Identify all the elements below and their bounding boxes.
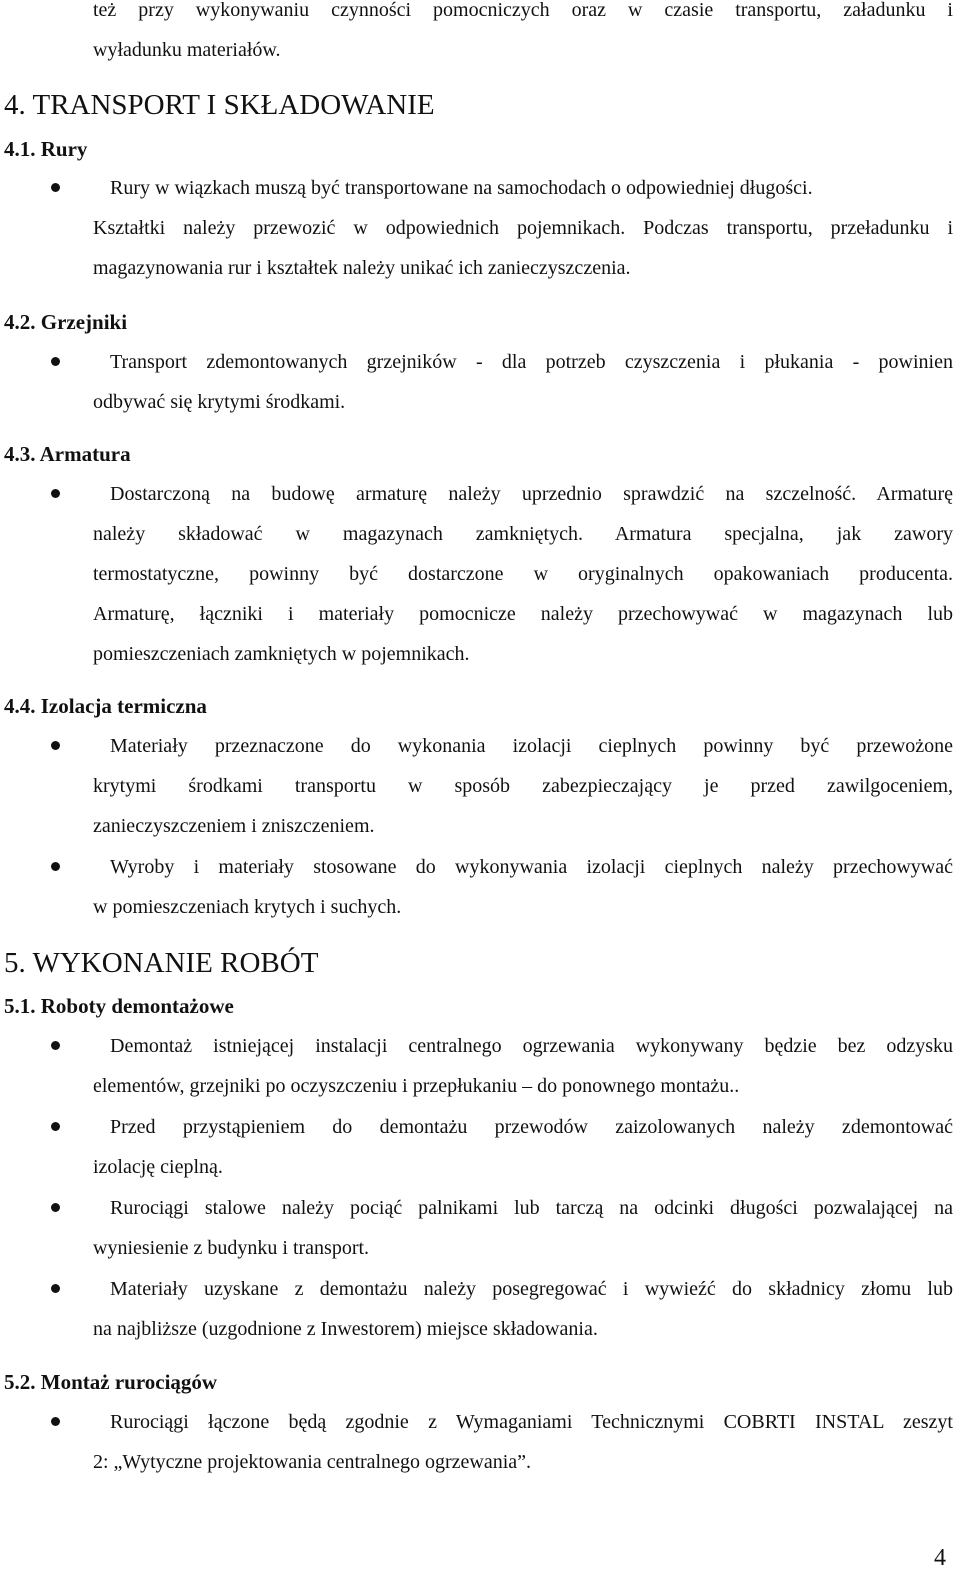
paragraph-line: Armaturę, łączniki i materiały pomocnicze należy przechowywać w magazynach lub: [93, 603, 953, 625]
paragraph-line: w pomieszczeniach krytych i suchych.: [93, 896, 402, 918]
paragraph-line: Demontaż istniejącej instalacji centralnego ogrzewania wykonywany będzie bez odzysku: [110, 1035, 953, 1057]
paragraph-line: 2: „Wytyczne projektowania centralnego ogrzewania”.: [93, 1451, 532, 1473]
paragraph-line: Rurociągi łączone będą zgodnie z Wymaganiami Technicznymi COBRTI INSTAL zeszyt: [110, 1411, 953, 1433]
bullet-icon: [51, 183, 60, 192]
subsection-heading: 4.1. Rury: [4, 137, 88, 161]
bullet-icon: [51, 357, 60, 366]
paragraph-line: Transport zdemontowanych grzejników - dla potrzeb czyszczenia i płukania - powinien: [110, 351, 953, 373]
paragraph-line: izolację cieplną.: [93, 1156, 223, 1178]
paragraph-line: Rurociągi stalowe należy pociąć palnikami lub tarczą na odcinki długości pozwalającej na: [110, 1197, 953, 1219]
paragraph-line: wyniesienie z budynku i transport.: [93, 1237, 370, 1259]
paragraph-line: zanieczyszczeniem i zniszczeniem.: [93, 815, 375, 837]
paragraph-line: pomieszczeniach zamkniętych w pojemnikach.: [93, 643, 470, 665]
paragraph-line: Rury w wiązkach muszą być transportowane na samochodach o odpowiedniej długości.: [110, 177, 813, 199]
page-number: 4: [934, 1545, 946, 1571]
subsection-heading: 4.2. Grzejniki: [4, 310, 128, 334]
paragraph-line: Materiały uzyskane z demontażu należy posegregować i wywieźć do składnicy złomu lub: [110, 1278, 953, 1300]
section-heading: 4. TRANSPORT I SKŁADOWANIE: [4, 89, 435, 121]
paragraph-line: Materiały przeznaczone do wykonania izolacji cieplnych powinny być przewożone: [110, 735, 953, 757]
paragraph-line: magazynowania rur i kształtek należy unikać ich zanieczyszczenia.: [93, 257, 631, 279]
bullet-icon: [51, 1284, 60, 1293]
bullet-icon: [51, 1417, 60, 1426]
section-heading: 5. WYKONANIE ROBÓT: [4, 947, 319, 979]
paragraph-line: należy składować w magazynach zamkniętych. Armatura specjalna, jak zawory: [93, 523, 953, 545]
paragraph-line: Wyroby i materiały stosowane do wykonywania izolacji cieplnych należy przechowywać: [110, 856, 953, 878]
paragraph-line: termostatyczne, powinny być dostarczone w oryginalnych opakowaniach producenta.: [93, 563, 953, 585]
paragraph-line: Przed przystąpieniem do demontażu przewodów zaizolowanych należy zdemontować: [110, 1116, 953, 1138]
subsection-heading: 4.4. Izolacja termiczna: [4, 694, 207, 718]
bullet-icon: [51, 1041, 60, 1050]
subsection-heading: 5.2. Montaż rurociągów: [4, 1370, 218, 1394]
bullet-icon: [51, 741, 60, 750]
paragraph-line: elementów, grzejniki po oczyszczeniu i przepłukaniu – do ponownego montażu..: [93, 1075, 740, 1097]
bullet-icon: [51, 862, 60, 871]
subsection-heading: 5.1. Roboty demontażowe: [4, 994, 234, 1018]
paragraph-line: na najbliższe (uzgodnione z Inwestorem) miejsce składowania.: [93, 1318, 598, 1340]
subsection-heading: 4.3. Armatura: [4, 442, 131, 466]
paragraph-line: Dostarczoną na budowę armaturę należy uprzednio sprawdzić na szczelność. Armaturę: [110, 483, 953, 505]
bullet-icon: [51, 1122, 60, 1131]
paragraph-line: Kształtki należy przewozić w odpowiednich pojemnikach. Podczas transportu, przeładunku i: [93, 217, 953, 239]
paragraph-line: krytymi środkami transportu w sposób zabezpieczający je przed zawilgoceniem,: [93, 775, 953, 797]
paragraph-line: też przy wykonywaniu czynności pomocniczych oraz w czasie transportu, załadunku i: [93, 0, 953, 21]
bullet-icon: [51, 489, 60, 498]
bullet-icon: [51, 1203, 60, 1212]
paragraph-line: wyładunku materiałów.: [93, 39, 281, 61]
paragraph-line: odbywać się krytymi środkami.: [93, 391, 346, 413]
